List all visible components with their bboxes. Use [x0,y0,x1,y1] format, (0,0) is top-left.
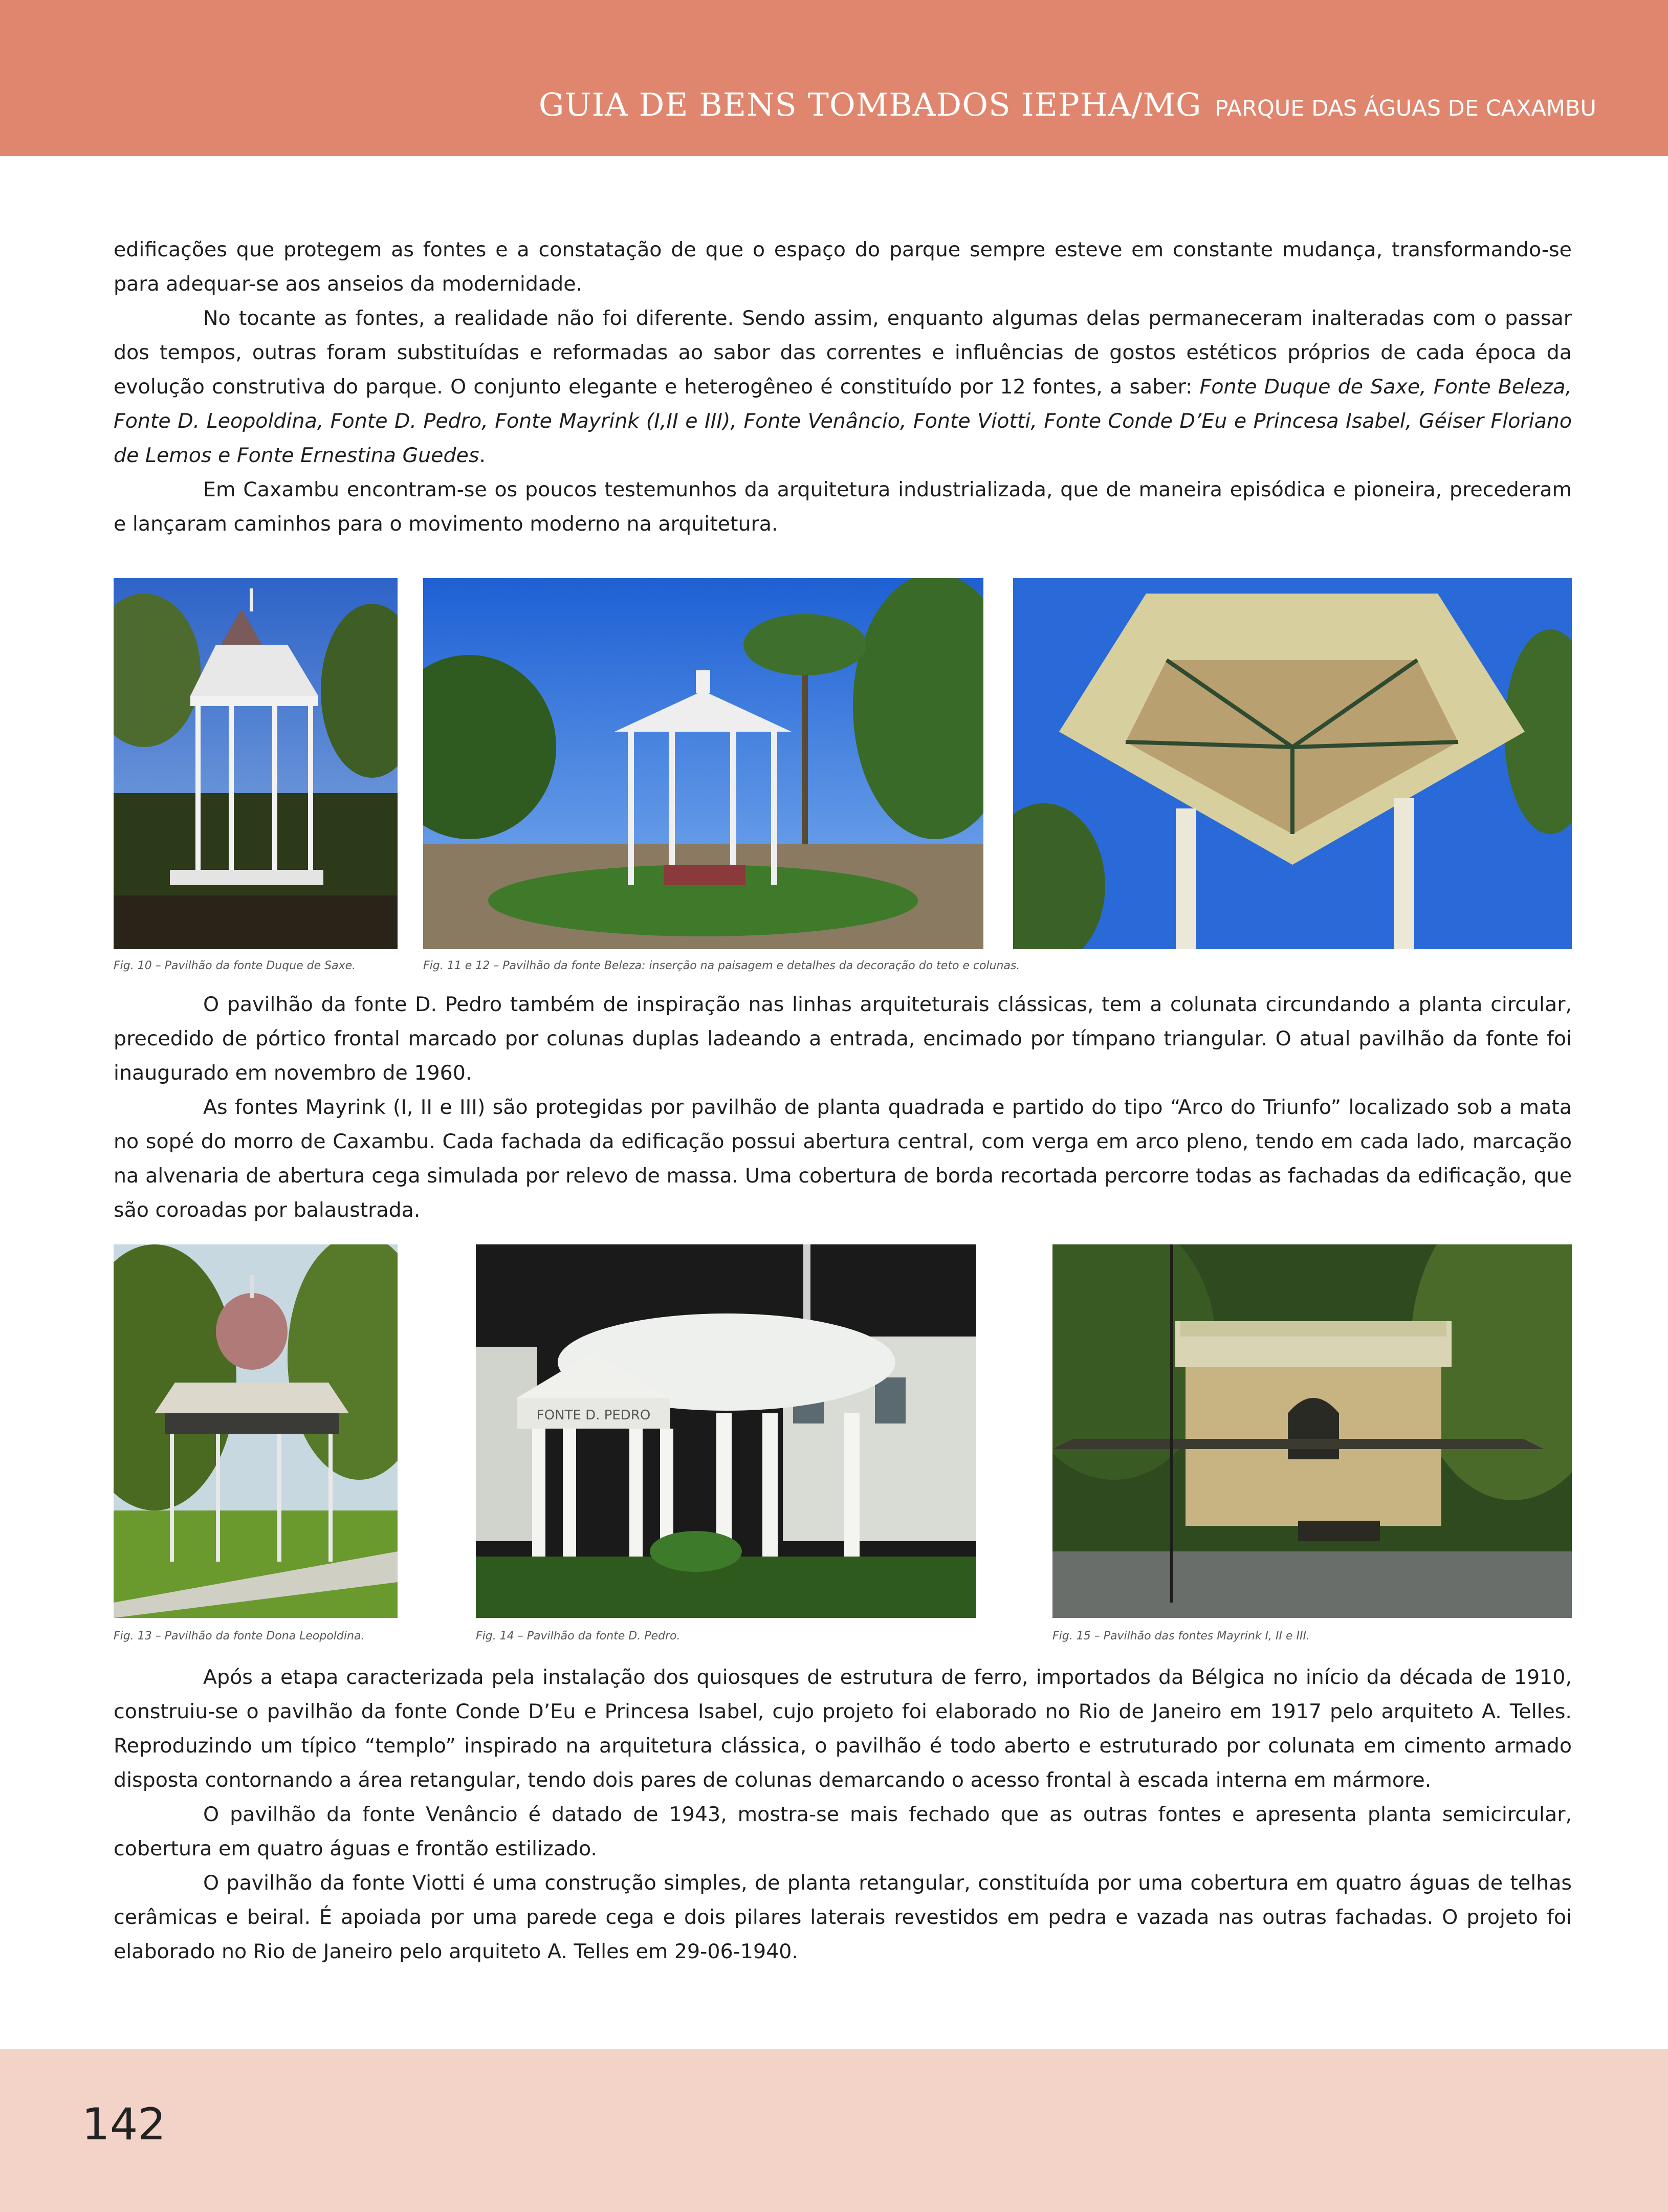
fountain-list: Fonte Duque de Saxe, Fonte Beleza, Fonte D. Leopoldina, Fonte D. Pedro, Fonte Mayrink (I,II e III), Fonte Venâncio, Fonte Viotti, Fonte Conde D’Eu e Princesa Isabel, Géiser Floriano de Lemos e Fonte Ernestina Guedes [114,375,1572,467]
text-block-middle [114,988,1572,1228]
photo-fonte-duque-de-saxe [114,578,398,949]
text-block-bottom [114,1660,1572,1969]
paragraph-text: . [479,444,486,467]
guide-title: GUIA DE BENS TOMBADOS IEPHA/MG [538,86,1202,123]
figure-caption: Fig. 10 – Pavilhão da fonte Duque de Saxe. [114,959,356,972]
fountain-sign: FONTE D. PEDRO [536,1408,651,1423]
photo-fonte-beleza-teto [1013,578,1572,949]
paragraph-text: No tocante as fontes, a realidade não foi diferente. Sendo assim, enquanto algumas delas permaneceram inalteradas com o passar dos tempos, outras foram substituídas e reformadas ao sabor das correntes e influências de gostos estéticos próprios de cada época da evolução construtiva do parque. O conjunto elegante e heterogêneo é constituído por 12 fontes, a saber: [114,306,1572,399]
paragraph: O pavilhão da fonte Viotti é uma construção simples, de planta retangular, constituída por uma cobertura em quatro águas de telhas cerâmicas e beiral. É apoiada por uma parede cega e dois pilares laterais revestidos em pedra e vazada nas outras fachadas. O projeto foi elaborado no Rio de Janeiro pelo arquiteto A. Telles em 29-06-1940. [114,1871,1572,1963]
paragraph: edificações que protegem as fontes e a constatação de que o espaço do parque sempre esteve em constante mudança, transformando-se para adequar-se aos anseios da modernidade. [114,238,1572,296]
page-number: 142 [82,2099,166,2150]
paragraph: As fontes Mayrink (I, II e III) são protegidas por pavilhão de planta quadrada e partido do tipo “Arco do Triunfo” localizado sob a mata no sopé do morro de Caxambu. Cada fachada da edificação possui abertura central, com verga em arco pleno, tendo em cada lado, marcação na alvenaria de abertura cega simulada por relevo de massa. Uma cobertura de borda recortada percorre todas as fachadas da edificação, que são coroadas por balaustrada. [114,1096,1572,1222]
paragraph: Em Caxambu encontram-se os poucos testemunhos da arquitetura industrializada, que de maneira episódica e pioneira, precederam e lançaram caminhos para o movimento moderno na arquitetura. [114,478,1572,536]
photo-fonte-dona-leopoldina [114,1244,398,1618]
paragraph: O pavilhão da fonte Venâncio é datado de 1943, mostra-se mais fechado que as outras fontes e apresenta planta semicircular, cobertura em quatro águas e frontão estilizado. [114,1803,1572,1860]
photo-fonte-beleza-paisagem [423,578,983,949]
photo-fonte-d-pedro [476,1244,976,1618]
photo-fontes-mayrink [1052,1244,1572,1618]
section-title: PARQUE DAS ÁGUAS DE CAXAMBU [1215,96,1596,121]
header-band [0,0,1668,156]
figure-caption: Fig. 15 – Pavilhão das fontes Mayrink I, II e III. [1052,1630,1310,1642]
figure-caption: Fig. 11 e 12 – Pavilhão da fonte Beleza: inserção na paisagem e detalhes da decoração do teto e colunas. [423,959,1020,972]
figure-caption: Fig. 13 – Pavilhão da fonte Dona Leopoldina. [114,1630,365,1642]
paragraph [114,301,1572,473]
footer-band [0,2049,1668,2212]
figure-caption: Fig. 14 – Pavilhão da fonte D. Pedro. [476,1630,681,1642]
paragraph: O pavilhão da fonte D. Pedro também de inspiração nas linhas arquiteturais clássicas, tem a colunata circundando a planta circular, precedido de pórtico frontal marcado por colunas duplas ladeando a entrada, encimado por tímpano triangular. O atual pavilhão da fonte foi inaugurado em novembro de 1960. [114,993,1572,1085]
paragraph: Após a etapa caracterizada pela instalação dos quiosques de estrutura de ferro, importados da Bélgica no início da década de 1910, construiu-se o pavilhão da fonte Conde D’Eu e Princesa Isabel, cujo projeto foi elaborado no Rio de Janeiro em 1917 pelo arquiteto A. Telles. Reproduzindo um típico “templo” inspirado na arquitetura clássica, o pavilhão é todo aberto e estruturado por colunata em cimento armado disposta contornando a área retangular, tendo dois pares de colunas demarcando o acesso frontal à escada interna em mármore. [114,1666,1572,1792]
running-header [539,86,1596,123]
text-block-top [114,233,1572,541]
